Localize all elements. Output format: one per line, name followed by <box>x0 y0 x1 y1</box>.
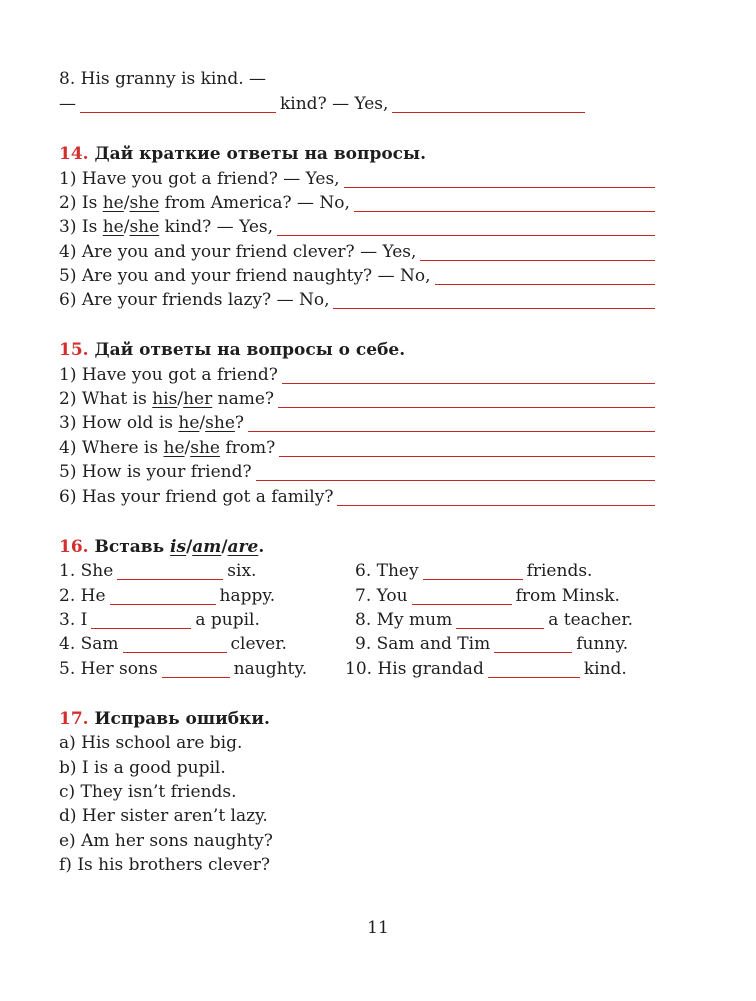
ex14-item-3: 3) Is he / she kind? — Yes, <box>59 216 659 238</box>
exercise-14-heading: 14. Дай краткие ответы на вопросы. <box>59 144 426 164</box>
answer-blank[interactable] <box>423 561 523 580</box>
answer-blank[interactable] <box>91 610 191 629</box>
answer-blank[interactable] <box>420 242 655 261</box>
ex15-question-4: 4) Where is he / she from? <box>59 437 659 459</box>
answer-blank[interactable] <box>248 413 655 432</box>
answer-blank[interactable] <box>282 365 655 384</box>
answer-blank[interactable] <box>256 462 655 481</box>
exercise-16-heading: 16. Вставь is / am / are . <box>59 537 265 557</box>
answer-blank[interactable] <box>392 94 585 113</box>
ex17-item-c: c) They isn’t friends. <box>59 782 237 802</box>
answer-blank[interactable] <box>337 487 655 506</box>
carry-over-line-2: — kind? — Yes, <box>59 93 589 115</box>
answer-blank[interactable] <box>80 94 276 113</box>
ex15-question-5: 5) How is your friend? <box>59 461 659 483</box>
answer-blank[interactable] <box>344 169 655 188</box>
ex16-item-8: 8. My mum a teacher. <box>355 610 633 630</box>
answer-blank[interactable] <box>494 634 572 653</box>
exercise-15-heading: 15. Дай ответы на вопросы о себе. <box>59 340 406 360</box>
answer-blank[interactable] <box>123 634 227 653</box>
ex14-item-4: 4) Are you and your friend clever? — Yes, <box>59 241 659 263</box>
ex15-question-1: 1) Have you got a friend? <box>59 364 659 386</box>
ex16-item-10: 10. His grandad kind. <box>345 659 627 679</box>
ex14-item-6: 6) Are your friends lazy? — No, <box>59 289 659 311</box>
ex16-item-4: 4. Sam clever. <box>59 634 287 654</box>
ex17-item-d: d) Her sister aren’t lazy. <box>59 806 268 826</box>
answer-blank[interactable] <box>117 561 223 580</box>
ex15-question-3: 3) How old is he / she ? <box>59 412 659 434</box>
ex16-item-6: 6. They friends. <box>355 561 593 581</box>
ex15-question-6: 6) Has your friend got a family? <box>59 486 659 508</box>
answer-blank[interactable] <box>278 389 655 408</box>
ex16-item-7: 7. You from Minsk. <box>355 586 620 606</box>
answer-blank[interactable] <box>277 217 655 236</box>
answer-blank[interactable] <box>435 266 656 285</box>
answer-blank[interactable] <box>279 438 655 457</box>
answer-blank[interactable] <box>488 659 580 678</box>
ex16-item-9: 9. Sam and Tim funny. <box>355 634 629 654</box>
ex16-item-1: 1. She six. <box>59 561 257 581</box>
carry-over-line-1: 8. His granny is kind. — <box>59 69 267 89</box>
ex14-item-1: 1) Have you got a friend? — Yes, <box>59 168 659 190</box>
ex16-item-2: 2. He happy. <box>59 586 276 606</box>
answer-blank[interactable] <box>110 586 216 605</box>
answer-blank[interactable] <box>456 610 544 629</box>
ex17-item-f: f) Is his brothers clever? <box>59 855 270 875</box>
answer-blank[interactable] <box>354 193 655 212</box>
answer-blank[interactable] <box>333 290 655 309</box>
ex16-item-3: 3. I a pupil. <box>59 610 260 630</box>
page-number: 11 <box>367 918 389 938</box>
ex17-item-b: b) I is a good pupil. <box>59 758 226 778</box>
ex16-item-5: 5. Her sons naughty. <box>59 659 308 679</box>
answer-blank[interactable] <box>412 586 512 605</box>
ex15-question-2: 2) What is his / her name? <box>59 388 659 410</box>
exercise-17-heading: 17. Исправь ошибки. <box>59 709 270 729</box>
ex14-item-2: 2) Is he / she from America? — No, <box>59 192 659 214</box>
ex17-item-a: a) His school are big. <box>59 733 243 753</box>
ex14-item-5: 5) Are you and your friend naughty? — No, <box>59 265 659 287</box>
ex17-item-e: e) Am her sons naughty? <box>59 831 273 851</box>
answer-blank[interactable] <box>162 659 230 678</box>
